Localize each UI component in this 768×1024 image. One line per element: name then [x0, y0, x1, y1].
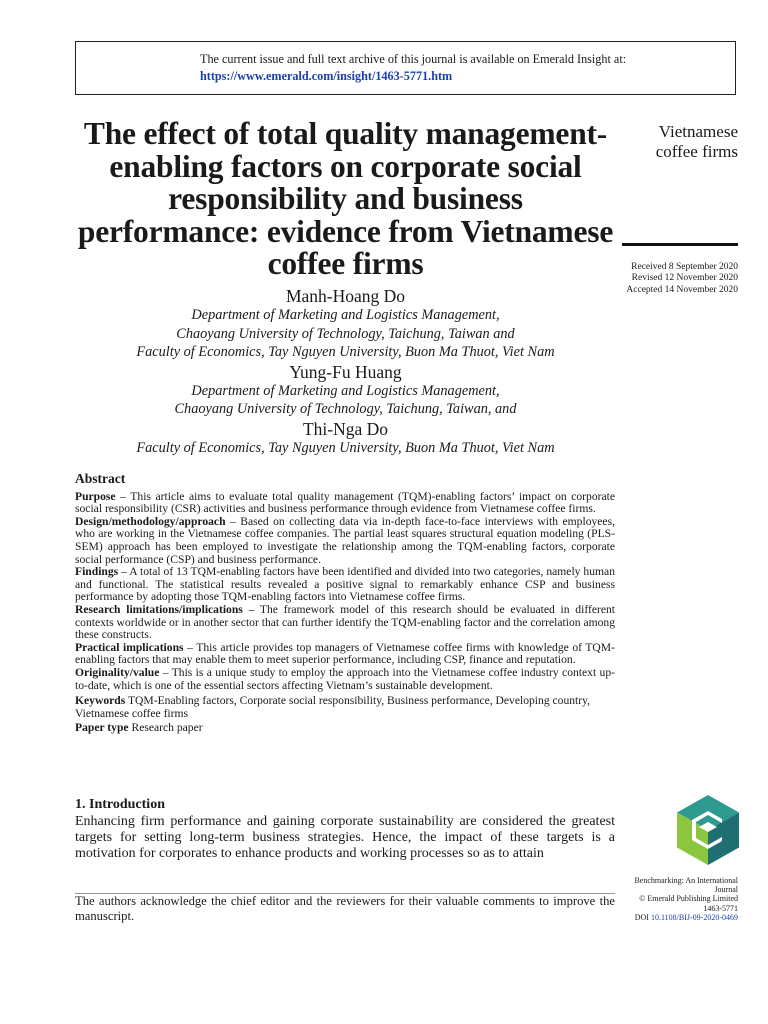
paper-type-label: Paper type [75, 721, 129, 735]
author-affiliation: Department of Marketing and Logistics Management, [191, 382, 500, 399]
accepted-date: Accepted 14 November 2020 [626, 284, 738, 295]
keywords [75, 695, 615, 720]
author-affiliation: Chaoyang University of Technology, Taichung, Taiwan and [176, 325, 515, 342]
article-title: The effect of total quality management-enabling factors on corporate social responsibility and business performance: evidence from Vietnamese coffee firms [77, 116, 614, 281]
abstract-text: – A total of 13 TQM-enabling factors have been identified and divided into two categories, namely human and functional. The statistical results revealed a positive signal to remarkably enhance CSP and business performance by adopting those TQM-enabling factors into Vietnamese coffee firms. [75, 565, 615, 604]
journal-name-continued: Journal [714, 885, 738, 895]
paper-type-text: Research paper [131, 721, 203, 735]
keywords-text: TQM-Enabling factors, Corporate social responsibility, Business performance, Developing country, Vietnamese coffee firms [75, 694, 591, 720]
doi-label: DOI [634, 912, 649, 922]
introduction-heading: 1. Introduction [75, 797, 165, 812]
journal-name: Benchmarking: An International [634, 876, 738, 885]
author-block [75, 286, 616, 458]
publisher: © Emerald Publishing Limited [639, 894, 738, 904]
archive-notice-box [75, 41, 736, 95]
abstract-paragraph [75, 667, 615, 692]
author-name: Manh-Hoang Do [285, 286, 406, 306]
abstract-label: Purpose [75, 489, 116, 503]
abstract-section [75, 473, 615, 735]
emerald-publishing-logo-icon [677, 795, 739, 865]
running-head-rule [622, 243, 738, 246]
keywords-label: Keywords [75, 694, 126, 708]
publication-info [620, 876, 738, 922]
journal-url-link[interactable]: https://www.emerald.com/insight/1463-5771.htm [200, 69, 453, 83]
abstract-text: – This article provides top managers of Vietnamese coffee firms with knowledge of TQM-enabling factors that may enable them to meet superior performance, including CSP, finance and reputation. [75, 640, 615, 667]
archive-notice-text: The current issue and full text archive of this journal is available on Emerald Insight at: [200, 52, 627, 66]
abstract-text: – The framework model of this research should be evaluated in different contexts worldwide or in another sector that can further identify the TQM-enabling factor and the correlation among these constructs. [75, 602, 615, 642]
running-head [622, 122, 738, 162]
abstract-label: Originality/value [75, 665, 160, 679]
abstract-label: Design/methodology/approach [75, 514, 226, 528]
revised-date: Revised 12 November 2020 [631, 273, 738, 284]
abstract-text: – This article aims to evaluate total quality management (TQM)-enabling factors’ impact on corporate social responsibility (CSR) activities and business performance through evidence from Vietnamese coffee firms. [75, 489, 615, 516]
abstract-label: Practical implications [75, 640, 184, 654]
abstract-text: – Based on collecting data via in-depth face-to-face interviews with employees, who are working in the Vietnamese coffee companies. The partial least squares structural equation modeling (PLS-SEM) approach has been employed to investigate the relationship among the TQM-enabling factors, corporate social performance (CSP) and business performance. [75, 514, 615, 566]
author-affiliation: Faculty of Economics, Tay Nguyen University, Buon Ma Thuot, Viet Nam [136, 344, 555, 361]
doi [620, 913, 738, 922]
paper-type [75, 722, 615, 735]
author-name: Thi-Nga Do [302, 418, 389, 439]
abstract-label: Research limitations/implications [75, 602, 243, 616]
doi-link[interactable]: 10.1108/BIJ-09-2020-0469 [650, 912, 738, 922]
abstract-heading: Abstract [75, 471, 126, 486]
abstract-label: Findings [75, 565, 119, 579]
author-affiliation: Faculty of Economics, Tay Nguyen University, Buon Ma Thuot, Viet Nam [136, 439, 555, 456]
author-affiliation: Chaoyang University of Technology, Taichung, Taiwan, and [174, 401, 517, 418]
running-head-line-2: coffee firms [655, 142, 738, 161]
running-head-line-1: Vietnamese [658, 122, 738, 141]
abstract-paragraph [75, 491, 615, 516]
abstract-paragraph [75, 566, 615, 604]
introduction-paragraph: Enhancing firm performance and gaining corporate sustainability are considered the greatest targets for setting long-term business strategies. Hence, the impact of these targets is a motivation for corporates to enhance products and working processes so as to attain [75, 814, 615, 861]
author-name: Yung-Fu Huang [289, 361, 402, 382]
abstract-paragraph [75, 604, 615, 642]
acknowledgement-footnote: The authors acknowledge the chief editor and the reviewers for their valuable comments to improve the manuscript. [75, 894, 615, 923]
submission-dates [600, 262, 738, 296]
received-date: Received 8 September 2020 [631, 262, 738, 272]
abstract-text: – This is a unique study to employ the approach into the Vietnamese coffee industry context up-to-date, which is one of the essential sectors affecting Vietnam’s sustainable development. [75, 665, 615, 692]
introduction-section [75, 797, 615, 862]
issn: 1463-5771 [703, 903, 738, 913]
abstract-paragraph [75, 516, 615, 566]
abstract-paragraph [75, 642, 615, 667]
author-affiliation: Department of Marketing and Logistics Management, [191, 307, 500, 323]
